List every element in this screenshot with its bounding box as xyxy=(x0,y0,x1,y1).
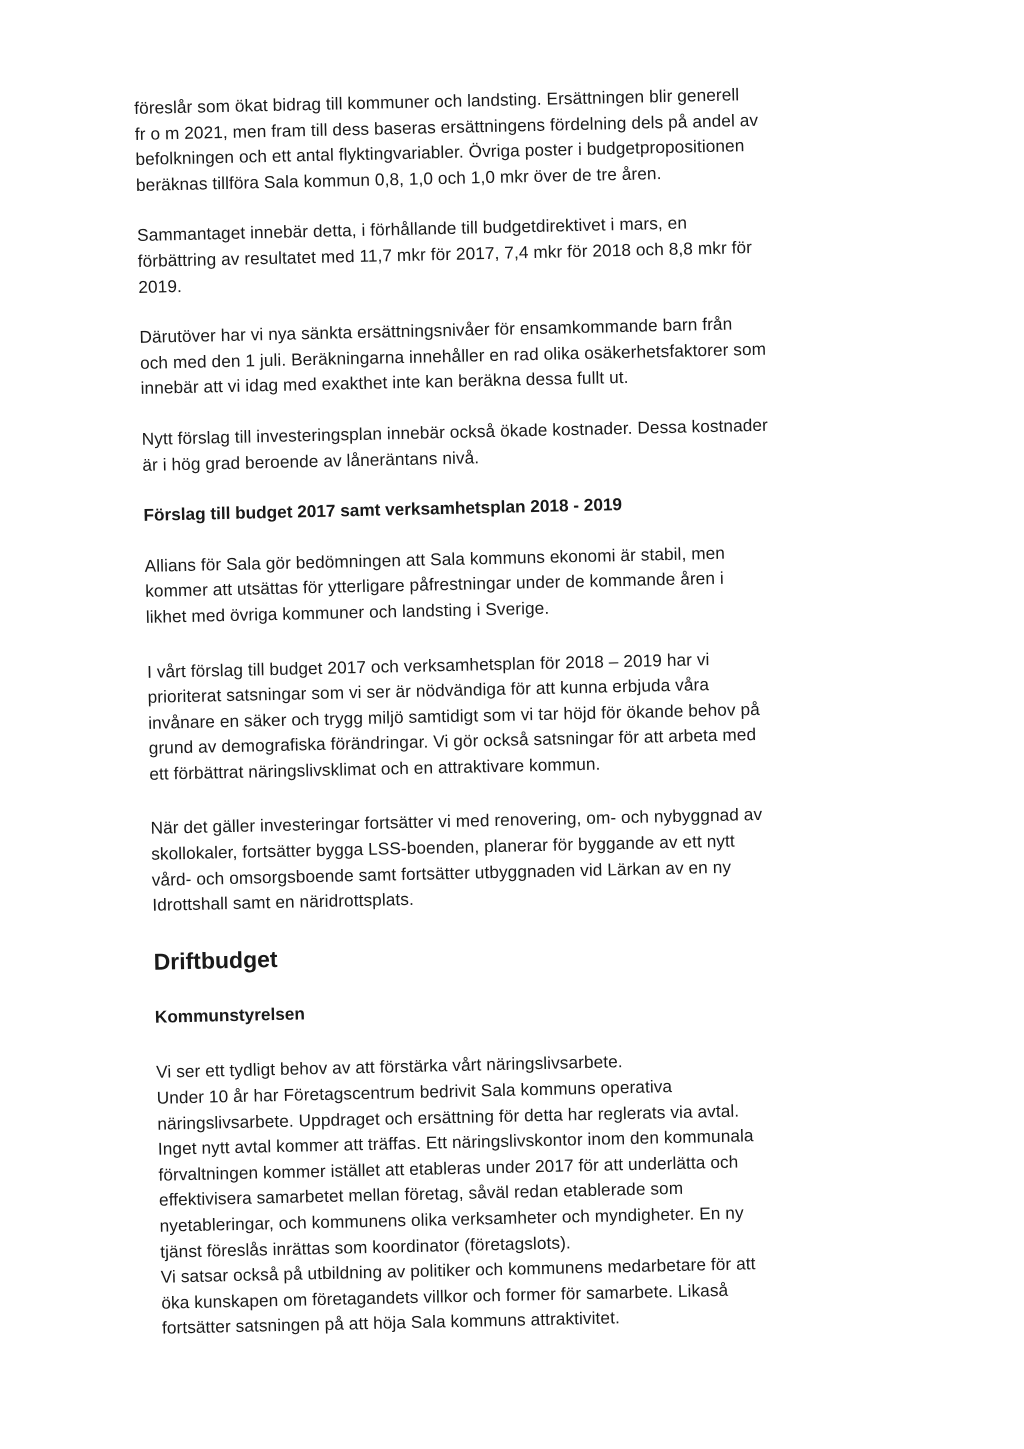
text-line: innebär att vi idag med exakthet inte kan beräkna dessa fullt ut. xyxy=(140,367,629,399)
section-subheading-budget-proposal: Förslag till budget 2017 samt verksamhetsplan 2018 - 2019 xyxy=(143,494,623,526)
text-line: öka kunskapen om företagandets villkor och former för samarbete. Likaså xyxy=(161,1279,729,1313)
paragraph-budget-proposition xyxy=(134,80,826,198)
text-line: och med den 1 juli. Beräkningarna innehåller en rad olika osäkerhetsfaktorer som xyxy=(139,338,767,373)
text-line: befolkningen och ett antal flyktingvariabler. Övriga poster i budgetpropositionen xyxy=(135,135,745,170)
text-line: förbättring av resultatet med 11,7 mkr för 2017, 7,4 mkr för 2018 och 8,8 mkr för xyxy=(137,236,753,271)
text-line: vård- och omsorgsboende samt fortsätter utbyggnaden vid Lärkan av en ny xyxy=(151,856,732,890)
text-line: Under 10 år har Företagscentrum bedrivit Sala kommuns operativa xyxy=(156,1076,673,1108)
text-line: I vårt förslag till budget 2017 och verksamhetsplan för 2018 – 2019 har vi xyxy=(146,648,710,682)
text-line: nyetableringar, och kommunens olika verksamheter och myndigheter. En ny xyxy=(159,1202,744,1236)
section-heading-driftbudget: Driftbudget xyxy=(153,945,278,975)
text-line: fortsätter satsningen på att höja Sala kommuns attraktivitet. xyxy=(161,1307,621,1339)
document-body xyxy=(134,80,852,1341)
text-line: Allians för Sala gör bedömningen att Sala kommuns ekonomi är stabil, men xyxy=(144,542,726,576)
text-line: Nytt förslag till investeringsplan innebär också ökade kostnader. Dessa kostnader xyxy=(141,414,769,449)
text-line: likhet med övriga kommuner och landsting i Sverige. xyxy=(145,597,550,627)
text-line: 2019. xyxy=(138,275,183,297)
text-line: Därutöver har vi nya sänkta ersättningsnivåer för ensamkommande barn från xyxy=(139,313,733,348)
text-line: ett förbättrat näringslivsklimat och en attraktivare kommun. xyxy=(149,753,601,784)
text-line: fr o m 2021, men fram till dess baseras ersättningens fördelning dels på andel av xyxy=(134,109,759,144)
text-line: är i hög grad beroende av låneräntans nivå. xyxy=(142,446,480,475)
text-line: förvaltningen kommer istället att etableras under 2017 för att underlätta och xyxy=(158,1151,739,1185)
text-line: När det gäller investeringar fortsätter vi med renovering, om- och nybyggnad av xyxy=(150,804,763,839)
text-line: tjänst föreslås inrättas som koordinator (företagslots). xyxy=(159,1231,571,1262)
text-line: Inget nytt avtal kommer att träffas. Ett näringslivskontor inom den kommunala xyxy=(157,1125,754,1159)
text-line: prioriterat satsningar som vi ser är nödvändiga för att kunna erbjuda våra xyxy=(147,674,710,707)
text-line: beräknas tillföra Sala kommun 0,8, 1,0 och 1,0 mkr över de tre åren. xyxy=(135,162,662,195)
text-line: Idrottshall samt en näridrottsplats. xyxy=(152,889,415,916)
text-line: näringslivsarbete. Uppdraget och ersättning för detta har reglerats via avtal. xyxy=(157,1100,740,1134)
text-line: Vi satsar också på utbildning av politiker och kommunens medarbetare för att xyxy=(160,1253,756,1287)
text-line: kommer att utsättas för ytterligare påfrestningar under de kommande åren i xyxy=(145,568,725,602)
paragraph-priorities xyxy=(147,644,840,788)
text-line: Sammantaget innebär detta, i förhållande till budgetdirektivet i mars, en xyxy=(136,212,688,246)
text-line: effektivisera samarbetet mellan företag, såväl redan etablerade som xyxy=(158,1178,684,1211)
section-subheading-kommunstyrelsen: Kommunstyrelsen xyxy=(154,1003,306,1027)
paragraph-investments xyxy=(150,801,842,919)
text-line: föreslår som ökat bidrag till kommuner och landsting. Ersättningen blir generell xyxy=(134,84,740,118)
text-line: grund av demografiska förändringar. Vi gör också satsningar för att arbeta med xyxy=(148,724,757,759)
paragraph-business-development xyxy=(156,1045,852,1342)
text-line: invånare en säker och trygg miljö samtidigt som vi tar höjd för ökande behov på xyxy=(147,698,760,733)
text-line: Vi ser ett tydligt behov av att förstärka vårt näringslivsarbete. xyxy=(155,1051,623,1083)
text-line: skollokaler, fortsätter bygga LSS-boenden, planerar för byggande av ett nytt xyxy=(150,830,736,864)
